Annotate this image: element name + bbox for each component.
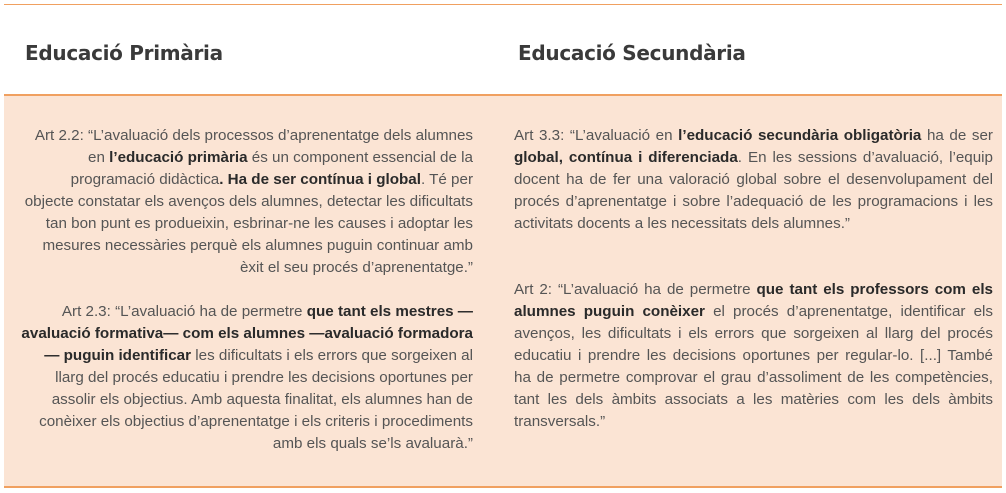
body-text: ha de ser	[921, 127, 993, 144]
secondary-article-3-3	[514, 125, 993, 235]
body-text: . Té per objecte constatar els avenços dels alumnes, detectar les dificultats tan bon punt es produeixin, esbrinar-ne les causes i adoptar les mesures necessàries perquè els alumnes puguin continuar amb èxit el seu procés d’aprenentatge.”	[24, 171, 473, 276]
emphasis-text: que tant els mestres —avaluació formativa— com els alumnes —avaluació formadora— puguin identificar	[21, 303, 473, 364]
primary-article-2-2	[20, 125, 473, 279]
emphasis-text: global, contínua i diferenciada	[514, 149, 738, 166]
table-header	[4, 5, 1002, 93]
body-text: el procés d’aprenentatge, identificar els avenços, les dificultats i els errors que sorgeixen al llarg del procés educatiu i prendre les decisions oportunes per regular-lo. [...] També ha de permetre comprovar el grau d’assoliment de les competències, tant les dels àmbits associats a les matèries com les dels àmbits transversals.”	[514, 303, 993, 430]
emphasis-text: que tant els professors com els alumnes puguin conèixer	[514, 281, 993, 320]
secondary-article-2	[514, 279, 993, 433]
body-text: Art 2.3: “L’avaluació ha de permetre	[61, 303, 307, 320]
body-text: Art 3.3: “L’avaluació en	[514, 127, 679, 144]
body-text: les dificultats i els errors que sorgeixen al llarg del procés educatiu i prendre les decisions oportunes per assolir els objectius. Amb aquesta finalitat, els alumnes han de conèixer els objectius d’aprenentatge i els criteris i procediments amb els quals se’ls avaluarà.”	[39, 347, 473, 452]
emphasis-text: . Ha de ser contínua i global	[219, 171, 421, 188]
secondary-column-title: Educació Secundària	[518, 41, 746, 65]
primary-column-title: Educació Primària	[25, 41, 223, 65]
body-text: . En les sessions d’avaluació, l’equip docent ha de fer una valoració global sobre el desenvolupament del procés d’aprenentatge i sobre l’adequació de les programacions i les activitats docents a les necessitats dels alumnes.”	[514, 149, 993, 232]
body-text: Art 2.2: “L’avaluació dels processos d’aprenentatge dels alumnes en	[34, 127, 473, 166]
bottom-divider	[4, 486, 1002, 488]
emphasis-text: l’educació primària	[109, 149, 248, 166]
emphasis-text: l’educació secundària obligatòria	[678, 127, 922, 144]
primary-article-2-3	[20, 301, 473, 455]
body-text: Art 2: “L’avaluació ha de permetre	[514, 281, 757, 298]
body-text: és un component essencial de la programació didàctica	[70, 149, 473, 188]
